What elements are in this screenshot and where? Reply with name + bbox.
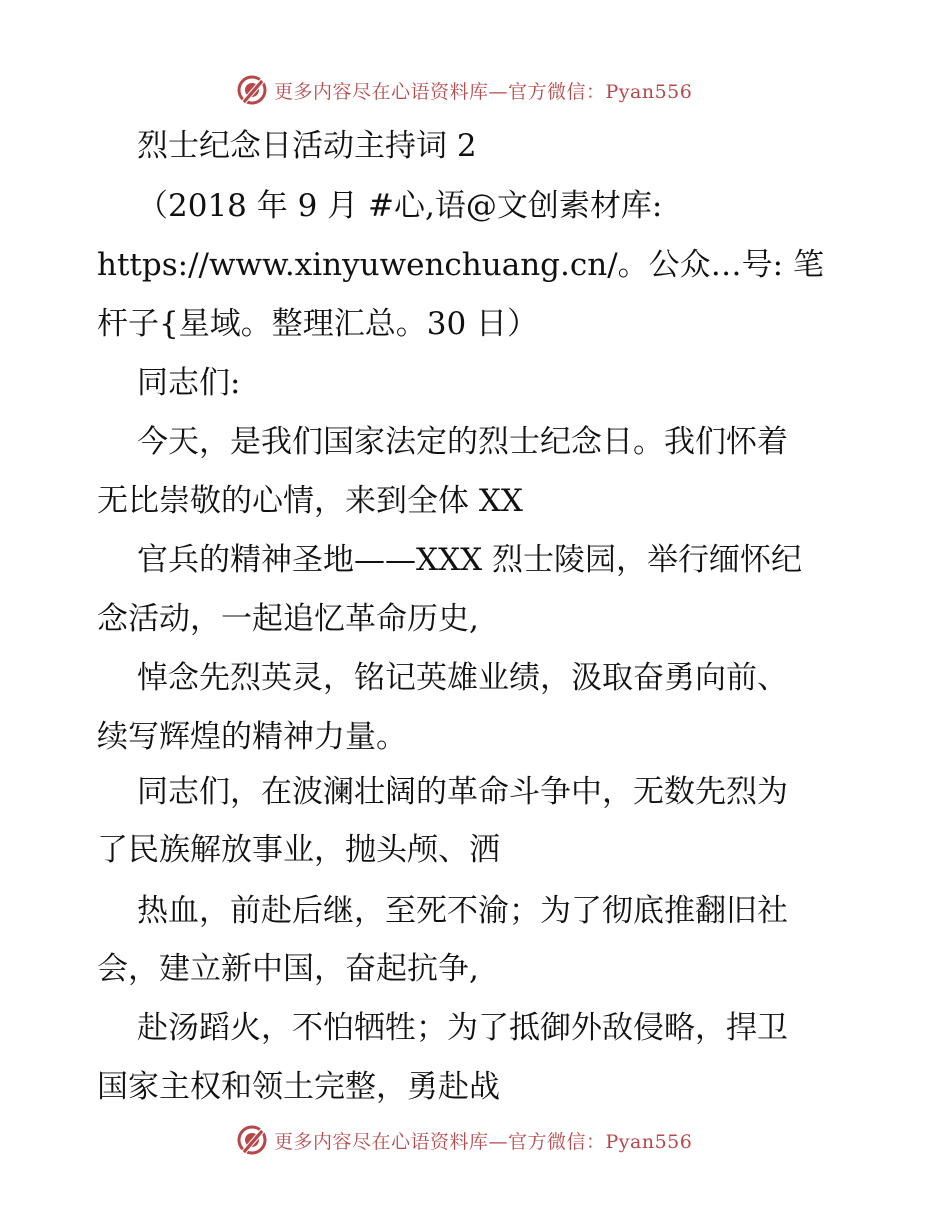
text-line: 悼念先烈英灵，铭记英雄业绩，汲取奋勇向前、 bbox=[137, 660, 788, 696]
text-line: 官兵的精神圣地——XXX 烈士陵园，举行缅怀纪 bbox=[137, 542, 803, 578]
watermark-text: 更多内容尽在心语资料库—官方微信：Pyan556 bbox=[274, 80, 693, 103]
text-line: 会，建立新中国，奋起抗争, bbox=[97, 951, 479, 987]
text-line: 念活动，一起追忆革命历史, bbox=[97, 601, 479, 637]
header-watermark bbox=[236, 74, 692, 106]
text-line: 国家主权和领土完整，勇赴战 bbox=[97, 1069, 500, 1105]
text-line: 今天，是我们国家法定的烈士纪念日。我们怀着 bbox=[137, 424, 788, 460]
watermark-text: 更多内容尽在心语资料库—官方微信：Pyan556 bbox=[274, 1130, 693, 1153]
text-line: 赴汤蹈火，不怕牺牲；为了抵御外敌侵略，捍卫 bbox=[137, 1010, 788, 1046]
text-line: 了民族解放事业，抛头颅、洒 bbox=[97, 832, 500, 868]
text-line: （2018 年 9 月 #心,语@文创素材库: bbox=[137, 188, 663, 224]
footer-watermark bbox=[236, 1124, 692, 1156]
text-line: 杆子{星域。整理汇总。30 日） bbox=[97, 306, 539, 342]
pen-seal-logo-icon bbox=[236, 1124, 268, 1156]
text-line: 同志们: bbox=[137, 365, 241, 401]
document-title: 烈士纪念日活动主持词 2 bbox=[137, 128, 477, 164]
pen-seal-logo-icon bbox=[236, 74, 268, 106]
text-line: https://www.xinyuwenchuang.cn/。公众…号: 笔 bbox=[97, 247, 824, 283]
text-line: 续写辉煌的精神力量。 bbox=[97, 719, 407, 755]
text-line: 热血，前赴后继，至死不渝；为了彻底推翻旧社 bbox=[137, 893, 788, 929]
text-line: 同志们，在波澜壮阔的革命斗争中，无数先烈为 bbox=[137, 774, 788, 810]
text-line: 无比崇敬的心情，来到全体 XX bbox=[97, 483, 523, 519]
